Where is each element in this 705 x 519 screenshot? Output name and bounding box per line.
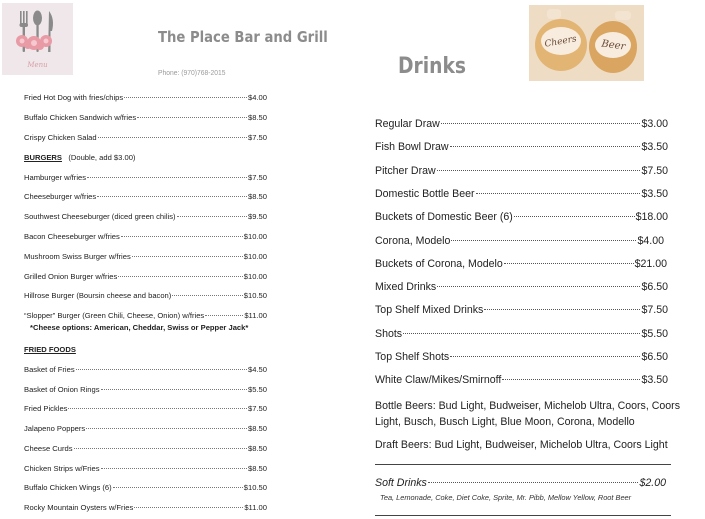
drink-item: Shots $5.50 bbox=[375, 328, 668, 340]
menu-item: Hamburger w/fries $7.50 bbox=[24, 173, 267, 182]
menu-item: Grilled Onion Burger w/fries $10.00 bbox=[24, 272, 267, 281]
photo-text-right: Beer bbox=[600, 38, 626, 53]
drink-item: Top Shelf Shots $6.50 bbox=[375, 351, 668, 363]
burgers-heading: BURGERS (Double, add $3.00) bbox=[24, 153, 136, 162]
menu-item: Basket of Onion Rings $5.50 bbox=[24, 385, 267, 394]
menu-item: Buffalo Chicken Wings (6) $10.50 bbox=[24, 483, 267, 492]
menu-item: Chicken Strips w/Fries $8.50 bbox=[24, 464, 267, 473]
menu-item: Rocky Mountain Oysters w/Fries $11.00 bbox=[24, 503, 267, 512]
drink-item: Fish Bowl Draw $3.50 bbox=[375, 141, 668, 153]
menu-item: Buffalo Chicken Sandwich w/fries $8.50 bbox=[24, 113, 267, 122]
drink-item: Corona, Modelo $4.00 bbox=[375, 235, 664, 247]
drink-item: Pitcher Draw $7.50 bbox=[375, 165, 668, 177]
menu-item: Bacon Cheeseburger w/fries $10.00 bbox=[24, 232, 267, 241]
drink-item: Top Shelf Mixed Drinks $7.50 bbox=[375, 304, 668, 316]
drink-item: White Claw/Mikes/Smirnoff $3.50 bbox=[375, 374, 668, 386]
menu-item: Cheese Curds $8.50 bbox=[24, 444, 267, 453]
menu-item: Fried Hot Dog with fries/chips $4.00 bbox=[24, 93, 267, 102]
menu-item: Jalapeno Poppers $8.50 bbox=[24, 424, 267, 433]
menu-item: Southwest Cheeseburger (diced green chilis) $9.50 bbox=[24, 212, 267, 221]
soft-drinks-list: Tea, Lemonade, Coke, Diet Coke, Sprite, Mr. Pibb, Mellow Yellow, Root Beer bbox=[380, 493, 632, 502]
divider bbox=[375, 515, 671, 516]
drinks-title: Drinks bbox=[398, 54, 467, 79]
fried-foods-heading: FRIED FOODS bbox=[24, 345, 76, 354]
draft-beers-list: Draft Beers: Bud Light, Budweiser, Michelob Ultra, Coors Light bbox=[375, 439, 668, 451]
drink-item: Buckets of Domestic Beer (6) $18.00 bbox=[375, 211, 668, 223]
menu-item: Fried Pickles $7.50 bbox=[24, 404, 267, 413]
beer-mugs-image bbox=[529, 5, 644, 81]
drink-item: Buckets of Corona, Modelo $21.00 bbox=[375, 258, 667, 270]
bottle-beers-list: Bottle Beers: Bud Light, Budweiser, Michelob Ultra, Coors, Coors Light, Busch, Busch Light, Blue Moon, Corona, Modello bbox=[375, 400, 681, 428]
menu-item: Crispy Chicken Salad $7.50 bbox=[24, 133, 267, 142]
menu-item: Hillrose Burger (Boursin cheese and bacon) $10.50 bbox=[24, 291, 267, 300]
drink-item: Regular Draw $3.00 bbox=[375, 118, 668, 130]
restaurant-name: The Place Bar and Grill bbox=[158, 28, 328, 46]
menu-item: Basket of Fries $4.50 bbox=[24, 365, 267, 374]
photo-text-left: Cheers bbox=[543, 34, 578, 50]
soft-drinks-item: Soft Drinks $2.00 bbox=[375, 477, 666, 489]
cheers-beer-photo bbox=[529, 5, 644, 81]
drink-item: Mixed Drinks $6.50 bbox=[375, 281, 668, 293]
menu-logo bbox=[2, 3, 73, 75]
divider bbox=[375, 464, 671, 465]
drink-item: Domestic Bottle Beer $3.50 bbox=[375, 188, 668, 200]
logo-word: Menu bbox=[27, 61, 48, 69]
phone-number: Phone: (970)768-2015 bbox=[158, 68, 226, 77]
menu-item: Cheeseburger w/fries $8.50 bbox=[24, 192, 267, 201]
menu-item: “Slopper” Burger (Green Chili, Cheese, Onion) w/fries $11.00 bbox=[24, 311, 267, 320]
cheese-options-note: *Cheese options: American, Cheddar, Swiss or Pepper Jack* bbox=[30, 323, 249, 332]
menu-item: Mushroom Swiss Burger w/fries $10.00 bbox=[24, 252, 267, 261]
